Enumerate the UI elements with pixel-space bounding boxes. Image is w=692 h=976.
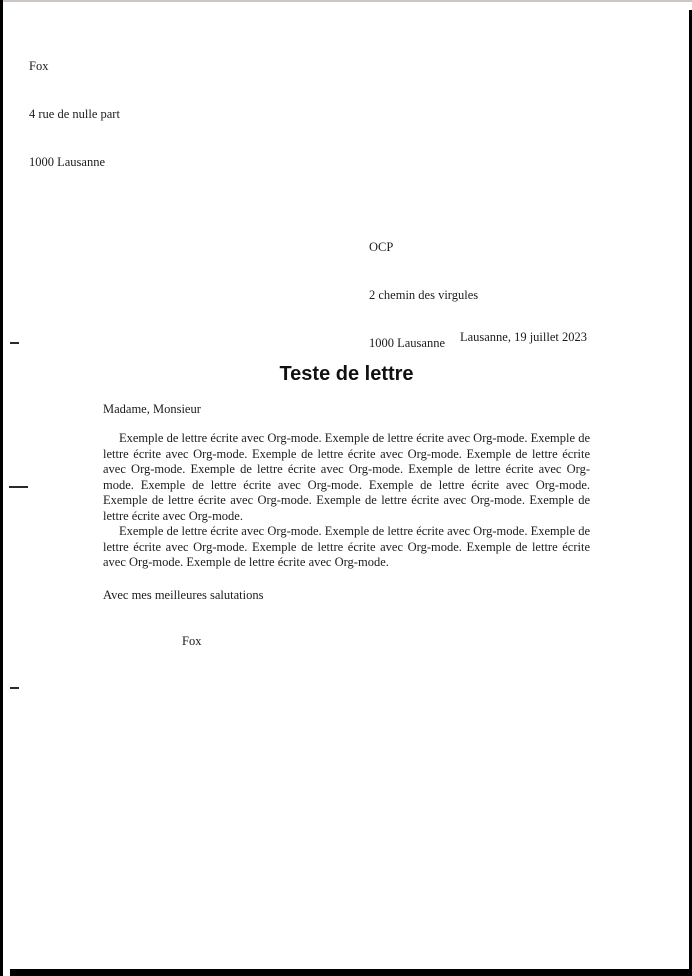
body-paragraph: Exemple de lettre écrite avec Org-mode. Exemple de lettre écrite avec Org-mode. Exemple de lettre écrite avec Org-mode. Exemple de lettre écrite avec Org-mode. Exemple de lettre écrite avec Org-mode. Exemple de lettre écrite avec Org-mode. xyxy=(103,524,590,569)
page-bottom-border xyxy=(10,969,692,976)
page-left-border xyxy=(0,0,3,976)
body-paragraph: Exemple de lettre écrite avec Org-mode. Exemple de lettre écrite avec Org-mode. Exemple de lettre écrite avec Org-mode. Exemple de lettre écrite avec Org-mode. Exemple de lettre écrite avec Org-mode. Exemple de lettre écrite avec Org-mode. Exemple de lettre écrite avec Org-mode. Exemple de lettre écrite avec Org-mode. Exemple de lettre écrite avec Org-mode. Exemple de lettre écrite avec Org-mode. Exemple de lettre écrite avec Org-mode. Exemple de lettre écrite avec Org-mode. xyxy=(103,431,590,523)
recipient-street: 2 chemin des virgules xyxy=(369,288,479,302)
fold-mark-middle-icon xyxy=(9,486,28,488)
sender-street: 4 rue de nulle part xyxy=(29,107,120,121)
recipient-address-block xyxy=(369,207,478,383)
fold-mark-top-icon xyxy=(10,342,19,344)
page-top-edge xyxy=(0,0,692,2)
signature: Fox xyxy=(182,634,202,648)
letter-title: Teste de lettre xyxy=(279,363,414,385)
sender-address-block xyxy=(29,26,120,202)
letter-body xyxy=(103,431,590,571)
fold-mark-bottom-icon xyxy=(10,687,19,689)
recipient-name: OCP xyxy=(369,240,394,254)
sender-city: 1000 Lausanne xyxy=(29,155,106,169)
salutation: Madame, Monsieur xyxy=(103,402,201,416)
date-line: Lausanne, 19 juillet 2023 xyxy=(459,330,587,344)
sender-name: Fox xyxy=(29,59,49,73)
closing-line: Avec mes meilleures salutations xyxy=(103,588,264,602)
recipient-city: 1000 Lausanne xyxy=(369,336,446,350)
